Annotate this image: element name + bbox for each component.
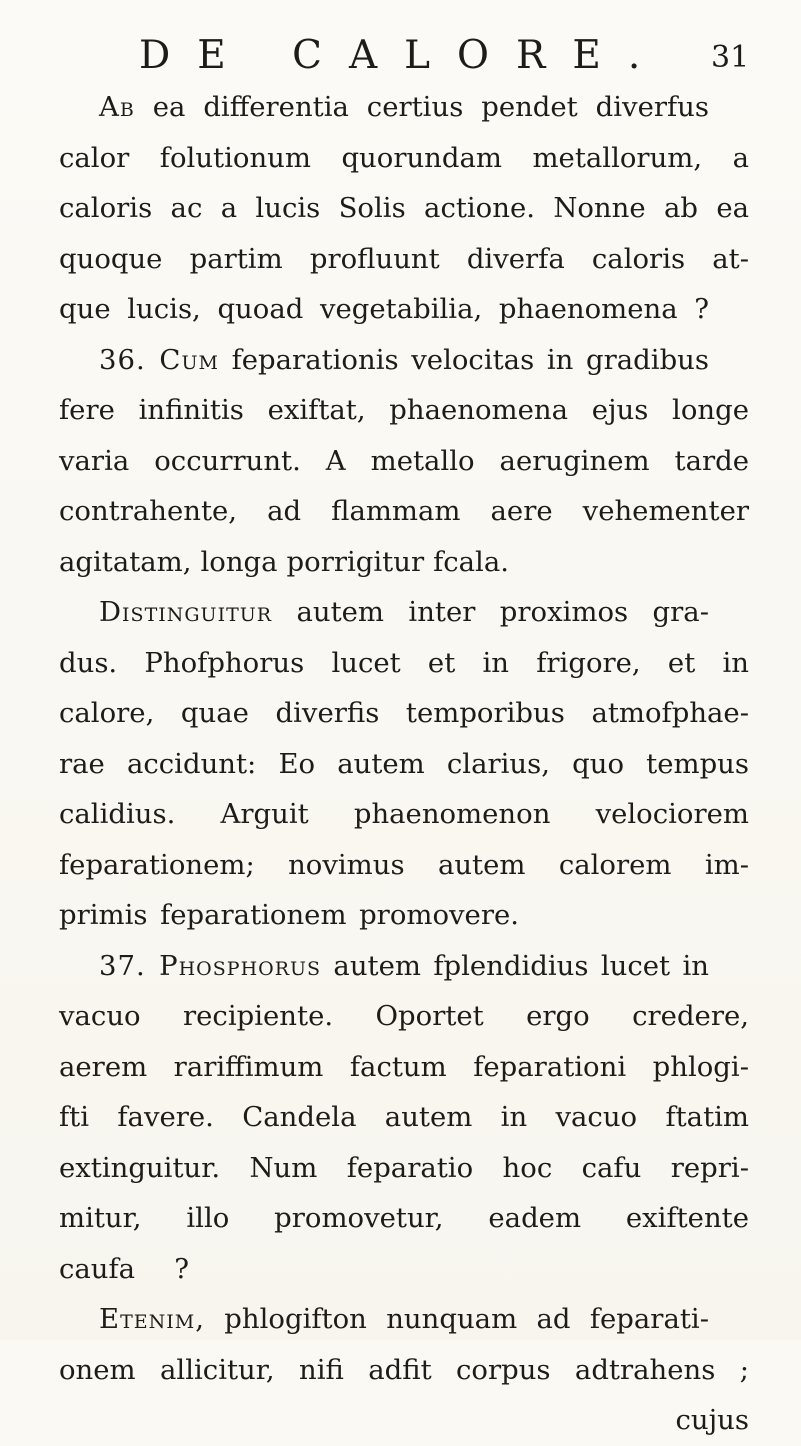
line-text: ea differentia certius pendet diverfus [134, 91, 709, 123]
paragraph-lead: Ab [99, 91, 135, 123]
line-text: onem allicitur, nifi adfit corpus adtrahens ; [59, 1353, 749, 1386]
text-line [59, 385, 749, 436]
text-line [59, 991, 749, 1042]
page-number: 31 [711, 40, 750, 75]
line-text: caloris ac a lucis Solis actione. Nonne ab ea [59, 192, 749, 224]
text-line [59, 1244, 749, 1295]
text-line [59, 1143, 749, 1194]
line-text: calidius. Arguit phaenomenon velociorem [59, 798, 749, 830]
paragraph-lead: Distinguitur [99, 596, 273, 628]
line-text: feparationis velocitas in gradibus [218, 343, 710, 376]
text-line [59, 133, 749, 184]
line-text: mitur, illo promovetur, eadem exiftente [59, 1202, 749, 1234]
paragraph-lead: 36. Cum [99, 343, 219, 376]
paragraph-lead: Etenim, [99, 1303, 205, 1335]
line-text: que lucis, quoad vegetabilia, phaenomena ? [59, 293, 709, 325]
catchword-line [59, 1395, 749, 1446]
text-line [59, 739, 749, 790]
text-line [59, 1092, 749, 1143]
catchword: cujus [675, 1404, 749, 1436]
line-text: fere infinitis exiftat, phaenomena ejus longe [59, 394, 749, 426]
line-text: feparationem; novimus autem calorem im- [59, 848, 749, 881]
text-line [59, 789, 749, 840]
line-text: phlogifton nunquam ad feparati- [204, 1303, 709, 1335]
line-text: fti favere. Candela autem in vacuo ftatim [59, 1101, 749, 1133]
text-line [59, 234, 749, 285]
text-line [59, 183, 749, 234]
line-text: autem inter proximos gra- [272, 596, 709, 628]
line-text: varia occurrunt. A metallo aeruginem tarde [59, 444, 749, 477]
line-text: dus. Phofphorus lucet et in frigore, et in [59, 646, 749, 679]
text-line [59, 1042, 749, 1093]
line-text: quoque partim profluunt diverfa caloris at- [59, 242, 749, 275]
line-text: vacuo recipiente. Oportet ergo credere, [59, 1000, 749, 1032]
line-text: primis feparationem promovere. [59, 899, 519, 931]
text-line [59, 890, 749, 941]
text-line [59, 688, 749, 739]
paragraph-lead: 37. Phosphorus [99, 949, 322, 982]
text-line [59, 587, 749, 638]
line-text: calore, quae diverfis temporibus atmofphae- [59, 697, 749, 729]
line-text: aerem rariffimum factum feparationi phlogi- [59, 1050, 749, 1083]
text-line [59, 1345, 749, 1396]
line-text: agitatam, longa porrigitur fcala. [59, 545, 509, 578]
line-text: calor folutionum quorundam metallorum, a [59, 141, 749, 174]
line-text: extinguitur. Num feparatio hoc cafu repri- [59, 1151, 749, 1184]
text-line [59, 82, 749, 133]
text-line [59, 1193, 749, 1244]
running-title: DE CALORE. [139, 33, 668, 78]
text-line [59, 840, 749, 891]
text-line [59, 537, 749, 588]
text-line [59, 486, 749, 537]
text-line [59, 1294, 749, 1345]
line-text: autem fplendidius lucet in [321, 949, 709, 982]
line-text: caufa ? [59, 1252, 189, 1285]
text-line [59, 284, 749, 335]
text-line [59, 941, 749, 992]
line-text: rae accidunt: Eo autem clarius, quo tempus [59, 747, 749, 780]
text-line [59, 335, 749, 386]
line-text: contrahente, ad flammam aere vehementer [59, 495, 749, 527]
body-text [59, 82, 749, 1446]
text-line [59, 638, 749, 689]
text-line [59, 436, 749, 487]
